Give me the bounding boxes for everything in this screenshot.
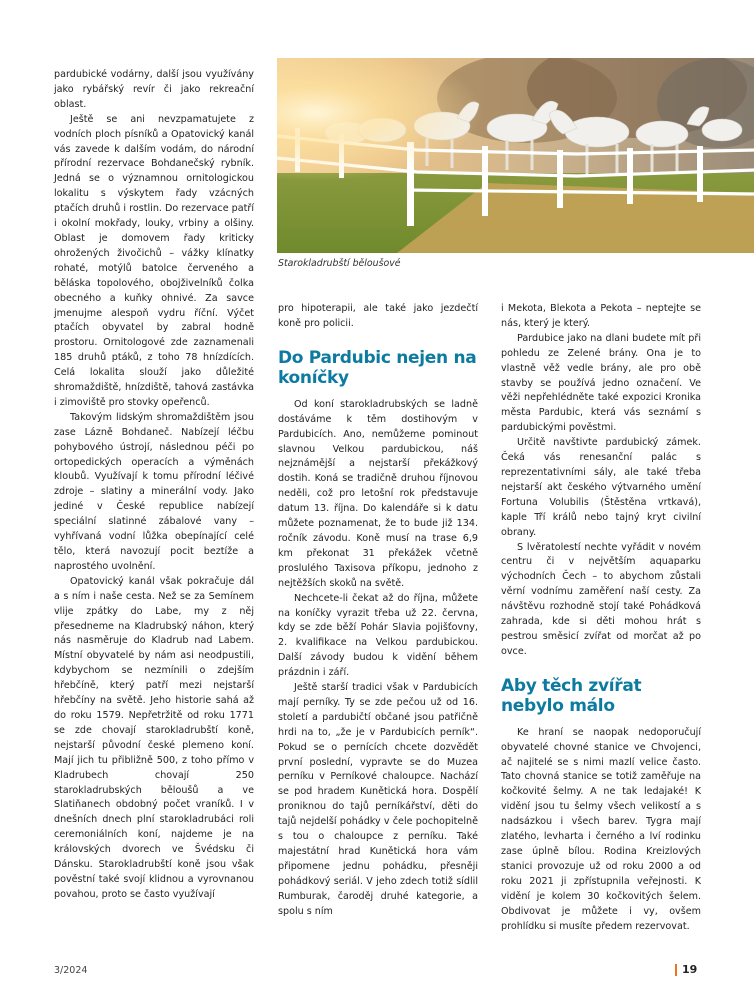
paragraph: S lvěratolestí nechte vyřádit v novém centru či v největším aquaparku východních Čech – to abychom zůstali věrní vodnímu zaměření naší cesty. Za návštěvu rozhodně stojí také Pohádková zahrada, kde si děti mohou hrát s pestrou směsicí zvířat od morčat až po ovce. [501, 541, 701, 657]
horses-photo-illustration [277, 58, 754, 253]
paragraph: Takovým lidským shromaždištěm jsou zase Lázně Bohdaneč. Nabízejí léčbu pohybového ústrojí, následnou péči po ortopedických operacích a výměnách kloubů. Využívají k tomu přírodní léčivé zdroje – slatiny a minerální vody. Jako jediné v České republice nabízejí speciální slatinné zábalové vany – vyhřívaná vodní lůžka obepínající celé tělo, která navozují pocit beztíže a naprostého uvolnění. [54, 411, 254, 572]
paragraph: Určitě navštivte pardubický zámek. Čeká vás renesanční palác s reprezentativními sály, ale také třeba nejstarší akt českého výtvarného umění Fortuna Volubilis (Štěstěna vrtkavá), kaple Tří králů nebo tajný kryt civilní obrany. [501, 437, 701, 538]
article-column-3 [501, 302, 701, 934]
section-heading: Aby těch zvířat nebylo málo [501, 675, 642, 716]
paragraph: pro hipoterapii, ale také jako jezdečtí koně pro policii. [278, 303, 478, 329]
paragraph: Ještě se ani nevzpamatujete z vodních ploch písníků a Opatovický kanál vás zavede k dalším vodám, do národní přírodní rezervace Bohdanečský rybník. Jedná se o významnou ornitologickou lokalitu s výskytem řady vzácných ptačích druhů i rostlin. Do rezervace patří i okolní mokřady, louky, vrbiny a olšiny. Oblast je domovem řady kriticky ohrožených živočichů – vážky klínatky rohaté, motýlů batolce červeného a běláska topolového, obojživelníků čolka obecného a kuňky ohnivé. Za savce jmenujme alespoň vydru říční. Výčet ptačích obyvatel by zabral hodně prostoru. Ornitologové zde zaznamenali 185 druhů ptáků, z toho 78 hnízdících. Celá lokalita slouží jako důležité shromaždiště, hnízdiště, tahová zastávka i zimoviště pro stovky opeřenců. [54, 113, 254, 408]
paragraph: i Mekota, Blekota a Pekota – neptejte se nás, který je který. [501, 303, 701, 329]
page-number: 19 [682, 963, 698, 976]
paragraph: pardubické vodárny, další jsou využívány jako rybářský revír či jako rekreační oblast. [54, 69, 254, 110]
article-column-2 [278, 302, 478, 920]
section-heading: Do Pardubic nejen na koníčky [278, 347, 477, 388]
paragraph: Nechcete-li čekat až do října, můžete na koníčky vyrazit třeba už 22. června, kdy se zde běží Pohár Slavia pojišťovny, 2. kvalifikace na Velkou pardubickou. Další závody budou k vidění během prázdnin i září. [278, 592, 478, 679]
issue-number: 3/2024 [54, 965, 88, 976]
article-column-1 [54, 68, 254, 903]
photo-caption: Starokladrubští běloušové [278, 258, 401, 269]
paragraph: Ještě starší tradici však v Pardubicích mají perníky. Ty se zde pečou už od 16. století a pardubičtí občané jsou patřičně hrdi na to, „že je v Pardubicích perník“. Pokud se o pernících chcete dozvědět první poslední, vypravte se do Muzea perníku v Perníkové chaloupce. Nachází se pod hradem Kunětická hora. Dospělí proniknou do tajů perníkářství, děti do tajů nejdelší pohádky v čele pochopitelně s tou o chaloupce z perníku. Také majestátní hrad Kunětická hora vám připomene jednu pohádku, přesněji pohádkový seriál. V jeho zdech totiž sídlil Rumburak, čaroděj druhé kategorie, a spolu s ním [278, 682, 478, 917]
paragraph: Opatovický kanál však pokračuje dál a s ním i naše cesta. Než se za Semínem vlije zpátky do Labe, my z něj přesedneme na Kladrubský náhon, který nás nasměruje do Kladrub nad Labem. Místní obyvatelé by nám asi neodpustili, kdybychom se nezmínili o zdejším hřebčíně, který patří mezi nejstarší hřebčíny na světě. Jeho historie sahá až do roku 1579. Nepřetržitě od roku 1771 se zde chovají starokladrubští koně, nejstarší původní české plemeno koní. Mají jich tu přibližně 500, z toho přímo v Kladrubech chovají 250 starokladrubských běloušů a ve Slatiňanech obdobný počet vraníků. I v dnešních dnech plní starokladrubáci roli ceremoniálních koní, najdeme je na královských dvorech ve Švédsku či Dánsku. Starokladrubští koně jsou však pověstní také svojí klidnou a vyrovnanou povahou, proto se často využívají [54, 575, 254, 900]
article-photo [277, 58, 754, 253]
paragraph: Pardubice jako na dlani budete mít při pohledu ze Zelené brány. Ona je to vlastně věž vedle brány, ale pro obě stavby se používá jedno označení. Ve věži nepřehlédněte také expozici Kronika města Pardubic, která vás seznámí s pardubickými pověstmi. [501, 332, 701, 434]
paragraph: Od koní starokladrubských se ladně dostáváme k těm dostihovým v Pardubicích. Ano, nemůžeme pominout slavnou Velkou pardubickou, náš nejznámější a nejstarší překážkový dostih. Koná se tradičně druhou říjnovou neděli, což pro letošní rok představuje datum 13. října. Do kalendáře si k datu můžete poznamenat, že to bude již 134. ročník závodu. Koně musí na trase 6,9 km překonat 31 překážek včetně proslulého Taxisova příkopu, jednoho z nejtěžších skoků na světě. [278, 398, 478, 589]
paragraph: Ke hraní se naopak nedoporučují obyvatelé chovné stanice ve Chvojenci, ač najitelé se s nimi mazlí velice často. Tato chovná stanice se totiž zaměřuje na kočkovité šelmy. A ne tak ledajaké! K vidění jsou tu šelmy všech velikostí a s nadsázkou i všech barev. Tygra mají zlatého, levharta i černého a lví rodinku zase úplně bílou. Rodina Kreizlových stanici provozuje už od roku 2000 a od roku 2021 ji zpřístupnila veřejnosti. K vidění je kolem 30 kočkovitých šelem. Obdivovat je můžete i vy, ovšem prohlídku si musíte předem rezervovat. [501, 726, 701, 932]
page-number-accent-bar [675, 964, 677, 976]
